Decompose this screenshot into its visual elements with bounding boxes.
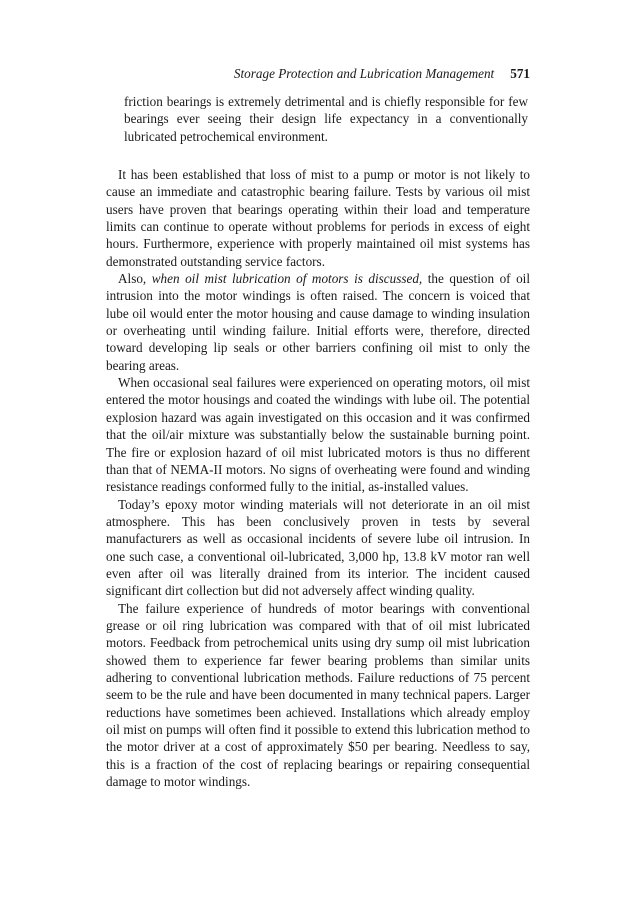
paragraph-text: Today’s epoxy motor winding materials will not deteriorate in an oil mist atmosphere. This has been conclusively proven in tests by several manufacturers as well as occasional incidents of severe lube oil intrusion. In one such case, a conventional oil-lubricated, 3,000 hp, 13.8 kV motor ran well even after oil was literally drained from its interior. The incident caused significant dirt collection but did not adversely affect winding quality. (106, 496, 530, 599)
running-title: Storage Protection and Lubrication Management (233, 66, 495, 81)
page-number: 571 (510, 66, 530, 81)
paragraph (106, 496, 530, 600)
running-head (106, 66, 530, 82)
paragraph (106, 600, 530, 791)
paragraph-text: the question of oil intrusion into the motor windings is often raised. The concern is voiced that lube oil would enter the motor housing and cause damage to winding insulation or overheating until winding failure. Initial efforts were, therefore, directed toward developing lip seals or other barriers confining oil mist to only the bearing areas. (106, 271, 530, 373)
paragraph (106, 270, 530, 374)
paragraph-text: The failure experience of hundreds of motor bearings with conventional grease or oil ring lubrication was compared with that of oil mist lubricated motors. Feedback from petrochemical units using dry sump oil mist lubrication showed them to experience far fewer bearing problems than similar units adhering to conventional lubrication methods. Failure reductions of 75 percent seem to be the rule and have been documented in many technical papers. Larger reductions have sometimes been achieved. Installations which already employ oil mist on pumps will often find it possible to extend this lubrication method to the motor driver at a cost of approximately $50 per bearing. Needless to say, this is a fraction of the cost of replacing bearings or repairing consequential damage to motor windings. (106, 600, 530, 790)
paragraph-text: It has been established that loss of mist to a pump or motor is not likely to cause an immediate and catastrophic bearing failure. Tests by various oil mist users have proven that bearings operating within their load and temperature limits can continue to operate without problems for periods in excess of eight hours. Furthermore, experience with properly maintained oil mist systems has demonstrated outstanding service factors. (106, 167, 530, 269)
paragraph-text: When occasional seal failures were experienced on operating motors, oil mist entered the motor housings and coated the windings with lube oil. The potential explosion hazard was again investigated on this occasion and it was confirmed that the oil/air mixture was substantially below the sustainable burning point. The fire or explosion hazard of oil mist lubricated motors is thus no different than that of NEMA-II motors. No signs of overheating were found and winding resistance readings conformed fully to the initial, as-installed values. (106, 375, 530, 495)
paragraph-lead: Also, (118, 271, 147, 287)
body-text (106, 166, 530, 790)
paragraph (106, 166, 530, 270)
paragraph (106, 374, 530, 495)
continued-passage: friction bearings is extremely detrimental and is chiefly responsible for few bearings ever seeing their design life expectancy in a conventionally lubricated petrochemical environment. (124, 94, 528, 144)
paragraph-italic-phrase: when oil mist lubrication of motors is discussed, (151, 271, 423, 287)
